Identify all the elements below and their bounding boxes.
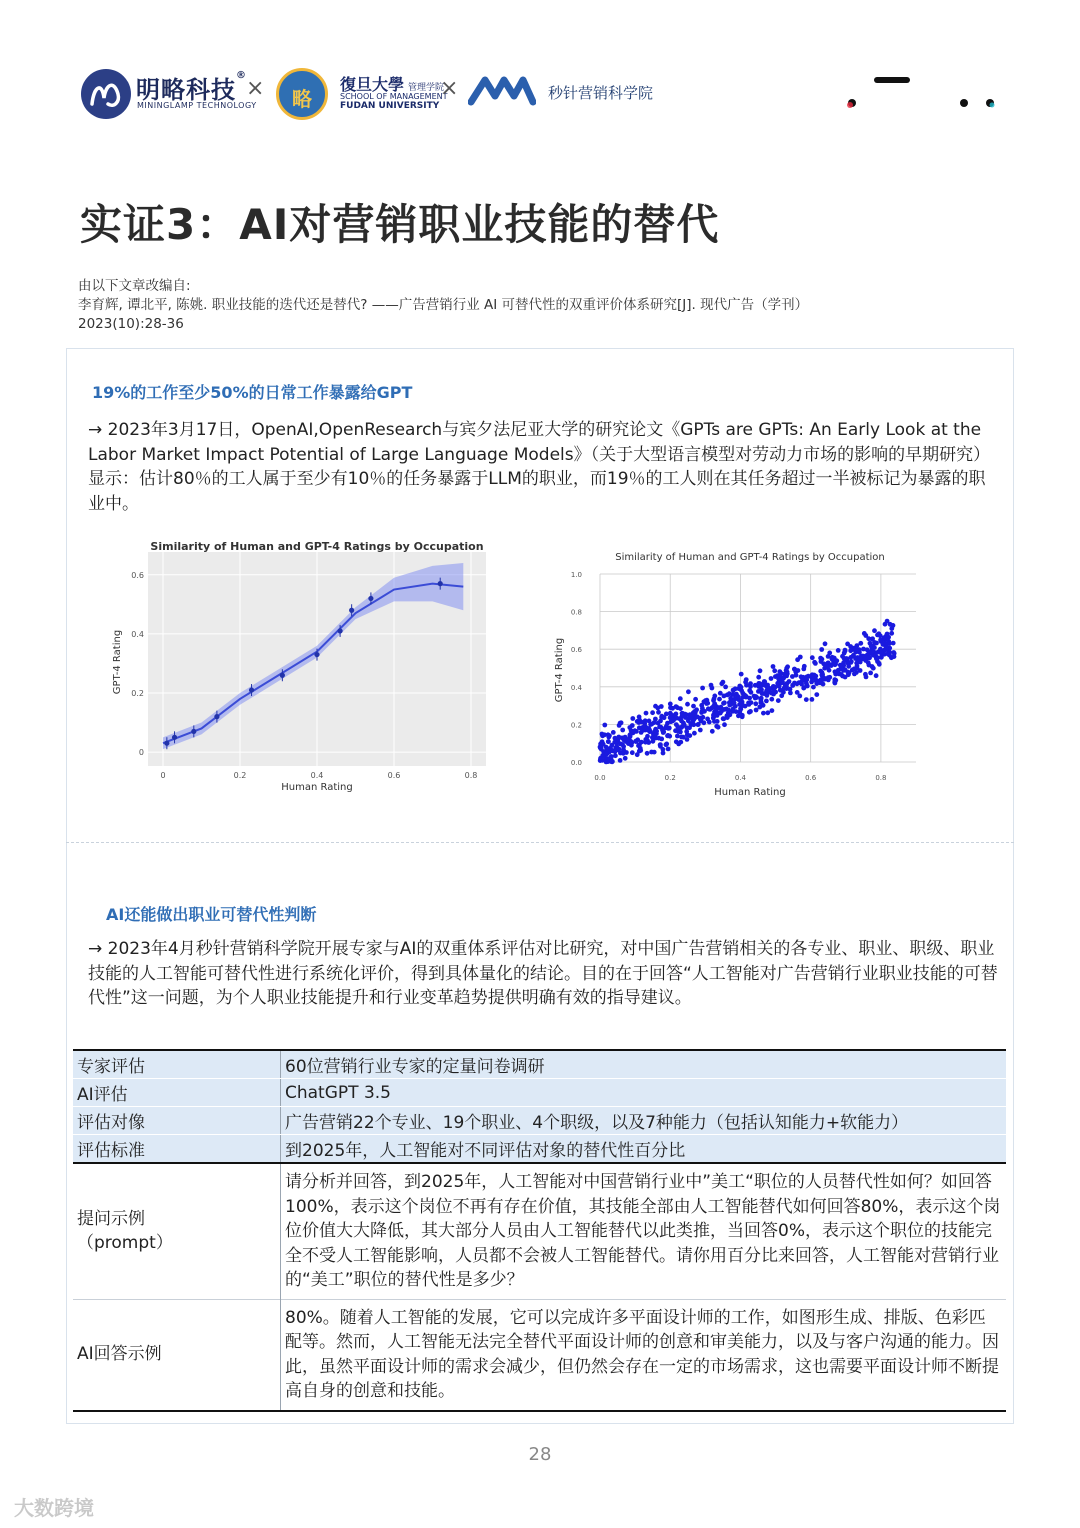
y-axis-label: GPT-4 Rating — [554, 637, 565, 703]
scatter-point — [691, 704, 696, 709]
scatter-point — [819, 673, 824, 678]
scatter-point — [782, 686, 787, 691]
scatter-point — [868, 671, 873, 676]
scatter-point — [630, 750, 635, 755]
scatter-point — [874, 673, 879, 678]
scatter-point — [602, 723, 607, 728]
scatter-point — [736, 697, 741, 702]
y-tick-label: 0.6 — [131, 570, 144, 580]
scatter-point — [664, 742, 669, 747]
scatter-point — [620, 728, 625, 733]
table-value: ChatGPT 3.5 — [281, 1079, 1007, 1107]
scatter-point — [658, 719, 663, 724]
table-row — [73, 1299, 1006, 1411]
scatter-point — [606, 759, 611, 764]
scatter-point — [712, 694, 717, 699]
source-pages: 2023(10):28-36 — [78, 316, 184, 332]
scatter-point — [749, 690, 754, 695]
y-axis-label: GPT-4 Rating — [112, 629, 123, 695]
scatter-point — [840, 674, 845, 679]
scatter-point — [892, 654, 897, 659]
y-tick-label: 0.6 — [570, 646, 582, 655]
scatter-point — [801, 667, 806, 672]
scatter-point — [675, 734, 680, 739]
scatter-point — [772, 668, 777, 673]
page-title: 实证3：AI对营销职业技能的替代 — [80, 200, 720, 249]
scatter-point — [891, 641, 896, 646]
scatter-point — [767, 688, 772, 693]
scatter-point — [737, 709, 742, 714]
scatter-point — [889, 631, 894, 636]
scatter-point — [685, 737, 690, 742]
scatter-point — [659, 704, 664, 709]
scatter-point — [814, 692, 819, 697]
y-tick-label: 0.0 — [570, 759, 582, 767]
x-tick-label: 0.6 — [805, 774, 817, 782]
miaozhen-logo-icon — [468, 72, 536, 108]
scatter-point — [858, 668, 863, 673]
x-tick-label: 0.8 — [875, 774, 887, 782]
scatter-point — [712, 719, 717, 724]
table-value: 60位营销行业专家的定量问卷调研 — [281, 1050, 1007, 1079]
scatter-point — [657, 736, 662, 741]
scatter-point — [676, 742, 681, 747]
scatter-point — [739, 672, 744, 677]
scatter-point — [804, 681, 809, 686]
scatter-point — [833, 672, 838, 677]
scatter-point — [753, 701, 758, 706]
data-point — [172, 735, 177, 740]
scatter-point — [888, 622, 893, 627]
scatter-point — [812, 660, 817, 665]
scatter-point — [798, 655, 803, 660]
scatter-point — [657, 725, 662, 730]
scatter-point — [635, 719, 640, 724]
scatter-point — [770, 708, 775, 713]
scatter-point — [819, 647, 824, 652]
scatter-point — [703, 698, 708, 703]
scatter-point — [663, 725, 668, 730]
scatter-point — [680, 714, 685, 719]
scatter-point — [810, 655, 815, 660]
scatter-point — [761, 711, 766, 716]
scatter-point — [644, 711, 649, 716]
scatter-point — [659, 714, 664, 719]
scatter-point — [642, 721, 647, 726]
chart-title: Similarity of Human and GPT-4 Ratings by Occupation — [150, 540, 484, 553]
scatter-point — [848, 648, 853, 653]
scatter-point — [647, 728, 652, 733]
scatter-point — [664, 712, 669, 717]
x-tick-label: 0.4 — [310, 771, 324, 780]
table-key: 专家评估 — [73, 1050, 281, 1079]
scatter-point — [870, 664, 875, 669]
data-point — [249, 687, 254, 692]
scatter-point — [721, 701, 726, 706]
scatter-point — [698, 728, 703, 733]
scatter-point — [721, 716, 726, 721]
table-key: AI回答示例 — [73, 1299, 281, 1411]
scatter-point — [788, 687, 793, 692]
scatter-point — [862, 631, 867, 636]
scatter-point — [872, 640, 877, 645]
x-tick-label: 0.4 — [734, 774, 747, 782]
scatter-point — [741, 703, 746, 708]
scatter-point — [799, 674, 804, 679]
scatter-point — [878, 638, 883, 643]
y-tick-label: 0.8 — [570, 608, 582, 617]
data-point — [438, 581, 443, 586]
scatter-point — [877, 662, 882, 667]
scatter-point — [865, 647, 870, 652]
scatter-point — [799, 682, 804, 687]
scatter-point — [771, 664, 776, 669]
y-tick-label: 0 — [138, 748, 144, 758]
scatter-point — [731, 688, 736, 693]
scatter-point — [776, 677, 781, 682]
scatter-point — [608, 746, 613, 751]
x-axis-label: Human Rating — [281, 782, 353, 793]
table-row — [73, 1107, 1006, 1135]
scatter-point — [656, 710, 661, 715]
table-value: 广告营销22个专业、19个职业、4个职级，以及7种能力（包括认知能力+软能力） — [281, 1107, 1007, 1135]
scatter-point — [884, 644, 889, 649]
scatter-point — [658, 742, 663, 747]
scatter-point — [779, 693, 784, 698]
section2-body: → 2023年4月秒针营销科学院开展专家与AI的双重体系评估对比研究，对中国广告营销相关的各专业、职业、职级、职业技能的人工智能可替代性进行系统化评价，得到具体量化的结论。目的在于回答“人工智能对广告营销行业职业技能的可替代性”这一问题，为个人职业技能提升和行业变革趋势提供明确有效的指导建议。 — [88, 939, 998, 1008]
decor-dots-icon — [846, 74, 1002, 110]
scatter-point — [709, 683, 714, 688]
scatter-point — [722, 694, 727, 699]
fudan-university-en: FUDAN UNIVERSITY — [340, 101, 440, 111]
table-key: AI评估 — [73, 1079, 281, 1107]
scatter-point — [623, 756, 628, 761]
scatter-point — [826, 678, 831, 683]
scatter-point — [775, 681, 780, 686]
x-tick-label: 0 — [160, 771, 166, 780]
scatter-point — [773, 685, 778, 690]
scatter-point — [671, 718, 676, 723]
data-point — [164, 741, 169, 746]
scatter-point — [726, 708, 731, 713]
section1-body: → 2023年3月17日，OpenAI,OpenResearch与宾夕法尼亚大学的研究论文《GPTs are GPTs: An Early Look at the Labor Market Impact Potential of Large Language Models》（关于大型语言模型对劳动力市场的影响的早期研究）显示：估计80％的工人属于至少有10％的任务暴露于LLM的职业，而19％的工人则在其任务超过一半被标记为暴露的职业中。 — [88, 420, 991, 514]
brand-english: MININGLAMP TECHNOLOGY — [137, 101, 257, 110]
scatter-point — [666, 747, 671, 752]
scatter-chart — [552, 540, 942, 802]
scatter-point — [810, 697, 815, 702]
scatter-point — [823, 641, 828, 646]
scatter-point — [630, 716, 635, 721]
scatter-point — [637, 749, 642, 754]
scatter-point — [859, 654, 864, 659]
table-value: 80%。随着人工智能的发展，它可以完成许多平面设计师的工作，如图形生成、排版、色彩匹配等。然而，人工智能无法完全替代平面设计师的创意和审美能力，以及与客户沟通的能力。因此，虽然平面设计师的需求会减少，但仍然会存在一定的市场需求，这也需要平面设计师不断提高自身的创意和技能。 — [281, 1299, 1007, 1411]
scatter-point — [689, 714, 694, 719]
table-key: 评估标准 — [73, 1135, 281, 1164]
mininglamp-logo-icon — [80, 68, 132, 120]
scatter-point — [730, 692, 735, 697]
source-citation: 李育辉, 谭北平, 陈姚. 职业技能的迭代还是替代? ——广告营销行业 AI 可替代性的双重评价体系研究[J]. 现代广告（学刊） — [78, 297, 809, 313]
scatter-point — [784, 674, 789, 679]
x-axis-label: Human Rating — [714, 787, 786, 798]
scatter-point — [811, 685, 816, 690]
scatter-point — [649, 722, 654, 727]
scatter-point — [758, 668, 763, 673]
scatter-point — [716, 706, 721, 711]
scatter-point — [883, 622, 888, 627]
scatter-point — [836, 648, 841, 653]
scatter-point — [795, 681, 800, 686]
x-tick-label: 0.2 — [664, 774, 676, 782]
scatter-point — [637, 715, 642, 720]
scatter-point — [686, 689, 691, 694]
scatter-point — [733, 704, 738, 709]
scatter-point — [636, 743, 641, 748]
table-row — [73, 1079, 1006, 1107]
scatter-point — [833, 662, 838, 667]
scatter-point — [598, 745, 603, 750]
scatter-point — [652, 750, 657, 755]
scatter-point — [878, 633, 883, 638]
scatter-point — [624, 750, 629, 755]
scatter-point — [891, 650, 896, 655]
scatter-point — [756, 675, 761, 680]
scatter-point — [765, 710, 770, 715]
scatter-point — [691, 722, 696, 727]
scatter-point — [887, 653, 892, 658]
scatter-point — [843, 649, 848, 654]
scatter-point — [651, 739, 656, 744]
scatter-point — [872, 628, 877, 633]
scatter-point — [606, 735, 611, 740]
scatter-point — [821, 682, 826, 687]
scatter-point — [645, 751, 650, 756]
scatter-point — [679, 719, 684, 724]
scatter-point — [866, 655, 871, 660]
scatter-point — [626, 737, 631, 742]
scatter-point — [849, 660, 854, 665]
scatter-point — [604, 752, 609, 757]
scatter-point — [668, 702, 673, 707]
scatter-point — [863, 672, 868, 677]
x-tick-label: 0.8 — [464, 771, 478, 780]
source-intro: 由以下文章改编自: — [78, 278, 191, 294]
scatter-point — [650, 710, 655, 715]
fudan-name: 復旦大學 管理学院 — [340, 75, 445, 94]
table-key: 提问示例 （prompt） — [73, 1163, 281, 1299]
x-tick-label: 0.6 — [387, 771, 401, 780]
scatter-point — [673, 728, 678, 733]
scatter-point — [797, 694, 802, 699]
scatter-point — [820, 657, 825, 662]
y-tick-label: 0.4 — [131, 629, 144, 639]
times-separator: × — [246, 76, 265, 101]
data-point — [349, 608, 354, 613]
chart-title: Similarity of Human and GPT-4 Ratings by Occupation — [615, 552, 885, 563]
scatter-point — [777, 669, 782, 674]
data-point — [214, 714, 219, 719]
scatter-point — [776, 698, 781, 703]
scatter-point — [753, 694, 758, 699]
line-chart — [106, 534, 496, 798]
scatter-point — [710, 729, 715, 734]
brand-name: 明略科技® — [136, 70, 247, 104]
data-point — [191, 729, 196, 734]
scatter-point — [773, 690, 778, 695]
scatter-point — [702, 720, 707, 725]
x-tick-label: 0.2 — [233, 771, 247, 780]
scatter-point — [710, 705, 715, 710]
section1-heading: 19%的工作至少50%的日常工作暴露给GPT — [92, 383, 413, 402]
y-tick-label: 1.0 — [570, 571, 582, 579]
scatter-point — [814, 681, 819, 686]
data-point — [280, 673, 285, 678]
scatter-point — [748, 709, 753, 714]
scatter-point — [717, 697, 722, 702]
scatter-point — [853, 656, 858, 661]
data-point — [314, 652, 319, 657]
scatter-point — [700, 709, 705, 714]
scatter-point — [722, 722, 727, 727]
scatter-point — [790, 674, 795, 679]
scatter-point — [611, 730, 616, 735]
scatter-point — [716, 725, 721, 730]
watermark: 大数跨境 — [14, 1496, 94, 1520]
scatter-point — [761, 703, 766, 708]
scatter-point — [769, 697, 774, 702]
scatter-point — [609, 754, 614, 759]
scatter-point — [743, 680, 748, 685]
scatter-point — [712, 713, 717, 718]
scatter-point — [858, 641, 863, 646]
scatter-point — [866, 636, 871, 641]
y-tick-label: 0.2 — [131, 688, 144, 698]
section-divider — [66, 842, 1014, 843]
scatter-point — [696, 722, 701, 727]
scatter-point — [613, 753, 618, 758]
scatter-point — [825, 665, 830, 670]
scatter-point — [695, 714, 700, 719]
scatter-point — [705, 717, 710, 722]
page-number: 28 — [528, 1444, 552, 1465]
scatter-point — [839, 666, 844, 671]
scatter-point — [633, 728, 638, 733]
scatter-point — [842, 656, 847, 661]
scatter-point — [613, 736, 618, 741]
scatter-point — [685, 702, 690, 707]
scatter-point — [719, 681, 724, 686]
scatter-point — [618, 758, 623, 763]
scatter-point — [764, 699, 769, 704]
evaluation-table — [73, 1049, 1006, 1412]
scatter-point — [700, 686, 705, 691]
x-tick-label: 0.0 — [594, 774, 606, 782]
scatter-point — [693, 697, 698, 702]
scatter-point — [678, 696, 683, 701]
scatter-point — [679, 735, 684, 740]
scatter-point — [727, 703, 732, 708]
scatter-point — [737, 684, 742, 689]
data-point — [338, 628, 343, 633]
scatter-point — [723, 685, 728, 690]
scatter-point — [869, 644, 874, 649]
scatter-point — [759, 687, 764, 692]
scatter-point — [845, 642, 850, 647]
table-key: 评估对像 — [73, 1107, 281, 1135]
times-separator: × — [440, 76, 459, 101]
table-value: 请分析并回答，到2025年，人工智能对中国营销行业中”美工“职位的人员替代性如何？如回答100%，表示这个岗位不再有存在价值，其技能全部由人工智能替代如何回答80%，表示这个岗位价值大大降低，其大部分人员由人工智能替代以此类推，当回答0%，表示这个职位的技能完全不受人工智能影响，人员都不会被人工智能替代。请你用百分比来回答，人工智能对营销行业的“美工”职位的替代性是多少？ — [285, 1172, 1001, 1290]
scatter-point — [661, 747, 666, 752]
scatter-point — [728, 712, 733, 717]
section2-heading: AI还能做出职业可替代性判断 — [106, 905, 317, 924]
scatter-point — [614, 744, 619, 749]
scatter-point — [678, 706, 683, 711]
scatter-point — [804, 697, 809, 702]
y-tick-label: 0.2 — [570, 721, 582, 730]
scatter-point — [645, 734, 650, 739]
scatter-point — [810, 672, 815, 677]
scatter-point — [759, 696, 764, 701]
y-tick-label: 0.4 — [570, 683, 582, 692]
scatter-point — [848, 655, 853, 660]
scatter-point — [642, 726, 647, 731]
scatter-point — [666, 733, 671, 738]
scatter-point — [878, 650, 883, 655]
scatter-point — [630, 723, 635, 728]
table-value: 到2025年，人工智能对不同评估对象的替代性百分比 — [281, 1135, 1007, 1164]
scatter-point — [787, 679, 792, 684]
scatter-point — [619, 720, 624, 725]
table-row — [73, 1050, 1006, 1079]
scatter-point — [670, 706, 675, 711]
table-row — [73, 1163, 1006, 1299]
scatter-point — [875, 655, 880, 660]
table-row — [73, 1135, 1006, 1164]
scatter-point — [620, 736, 625, 741]
scatter-point — [606, 739, 611, 744]
scatter-point — [792, 667, 797, 672]
scatter-point — [600, 733, 605, 738]
miaozhen-name: 秒针营销科学院 — [548, 84, 654, 102]
scatter-point — [741, 691, 746, 696]
scatter-point — [833, 678, 838, 683]
scatter-point — [754, 708, 759, 713]
scatter-point — [629, 740, 634, 745]
scatter-point — [692, 731, 697, 736]
fudan-seal-icon: 略 — [276, 68, 328, 120]
data-point — [368, 596, 373, 601]
scatter-point — [885, 632, 890, 637]
scatter-point — [685, 725, 690, 730]
scatter-point — [654, 729, 659, 734]
scatter-point — [769, 676, 774, 681]
scatter-point — [661, 730, 666, 735]
fudan-school-en: SCHOOL OF MANAGEMENT — [340, 92, 448, 101]
scatter-point — [762, 683, 767, 688]
